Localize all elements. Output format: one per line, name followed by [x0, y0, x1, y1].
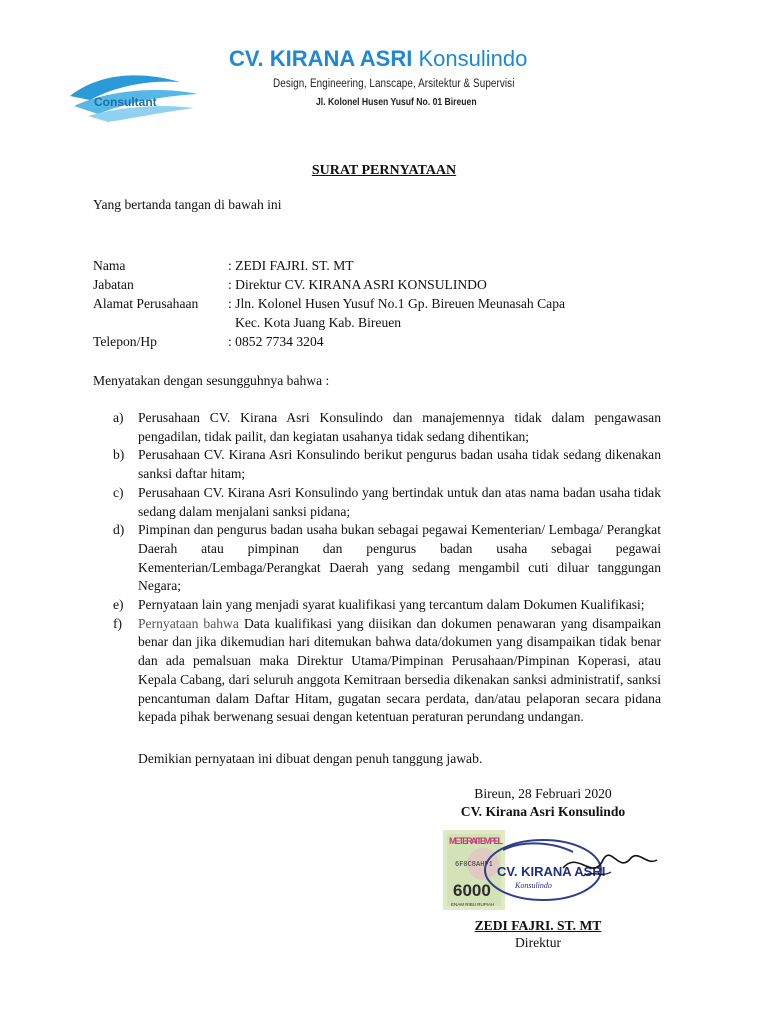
svg-text:ENAM RIBU RUPIAH: ENAM RIBU RUPIAH	[451, 902, 495, 907]
signer-block	[430, 918, 646, 951]
closing-text: Demikian pernyataan ini dibuat dengan penuh tanggung jawab.	[138, 751, 483, 766]
list-item: d) Pimpinan dan pengurus badan usaha bukan sebagai pegawai Kementerian/ Lembaga/ Perangkat Daerah atau pimpinan dan pengurus badan usaha sebagai pegawai Kementerian/Lembaga/Perangkat Daerah yang sedang mengambil cuti diluar tanggungan Negara;	[113, 522, 661, 594]
logo-text: Consultant	[94, 95, 157, 109]
field-label-alamat: Alamat Perusahaan	[93, 296, 199, 311]
svg-text:6F0C8AHF1: 6F0C8AHF1	[455, 861, 493, 869]
declaration-lead: Menyatakan dengan sesungguhnya bahwa :	[93, 373, 330, 388]
field-value-alamat: : Jln. Kolonel Husen Yusuf No.1 Gp. Bireuen Meunasah Capa	[228, 296, 566, 311]
field-value-jabatan: : Direktur CV. KIRANA ASRI KONSULINDO	[228, 277, 487, 292]
stamp-and-signature	[443, 830, 659, 910]
company-address: Jl. Kolonel Husen Yusuf No. 01 Bireuen	[316, 96, 477, 108]
signer-title: Direktur	[514, 935, 562, 950]
svg-text:6000: 6000	[453, 881, 491, 900]
field-label-nama: Nama	[93, 258, 126, 273]
svg-text:METERAI TEMPEL: METERAI TEMPEL	[449, 836, 503, 846]
company-signature-name: CV. Kirana Asri Konsulindo	[460, 804, 626, 819]
list-item: a) Perusahaan CV. Kirana Asri Konsulindo dan manajemennya tidak dalam pengawasan pengadilan, tidak pailit, dan kegiatan usahanya tidak sedang dihentikan;	[113, 410, 661, 444]
signer-name: ZEDI FAJRI. ST. MT	[474, 918, 602, 933]
list-item: b) Perusahaan CV. Kirana Asri Konsulindo berikut pengurus badan usaha tidak sedang dikenakan sanksi daftar hitam;	[113, 447, 661, 482]
statement-list	[113, 409, 661, 727]
field-label-jabatan: Jabatan	[93, 277, 134, 292]
list-item: e) Pernyataan lain yang menjadi syarat kualifikasi yang tercantum dalam Dokumen Kualifikasi;	[113, 597, 645, 613]
field-value-telepon: : 0852 7734 3204	[228, 334, 324, 349]
place-date: Bireun, 28 Februari 2020	[474, 786, 612, 801]
svg-text:CV. KIRANA ASRI: CV. KIRANA ASRI	[497, 864, 606, 879]
company-logo	[68, 68, 200, 124]
list-item: c) Perusahaan CV. Kirana Asri Konsulindo yang bertindak untuk dan atas nama badan usaha tidak sedang dalam menjalani sanksi pidana;	[113, 484, 661, 519]
company-name: CV. KIRANA ASRI Konsulindo	[229, 46, 528, 71]
signature-block	[430, 786, 656, 820]
field-value-nama: : ZEDI FAJRI. ST. MT	[228, 258, 354, 273]
list-item: f) Pernyataan bahwa Data kualifikasi yang diisikan dan dokumen penawaran yang disampaikan benar dan jika dikemudian hari ditemukan bahwa data/dokumen yang disampaikan tidak benar dan ada pemalsuan maka Direktur Utama/Pimpinan Perusahaan/Pimpinan Koperasi, atau Kepala Cabang, dari seluruh anggota Kemitraan bersedia dikenakan sanksi administratif, sanksi pencantuman dalam Daftar Hitam, gugatan secara perdata, dan/atau pelaporan secara pidana kepada pihak berwenang sesuai dengan ketentuan peraturan perundang undangan.	[113, 615, 661, 725]
intro-text: Yang bertanda tangan di bawah ini	[93, 197, 282, 212]
company-services: Design, Engineering, Lanscape, Arsitektur & Supervisi	[273, 78, 515, 90]
field-value-alamat-line2: Kec. Kota Juang Kab. Bireuen	[235, 315, 402, 330]
svg-text:Konsulindo: Konsulindo	[515, 881, 552, 890]
field-label-telepon: Telepon/Hp	[93, 334, 157, 349]
document-title: SURAT PERNYATAAN	[311, 163, 457, 178]
